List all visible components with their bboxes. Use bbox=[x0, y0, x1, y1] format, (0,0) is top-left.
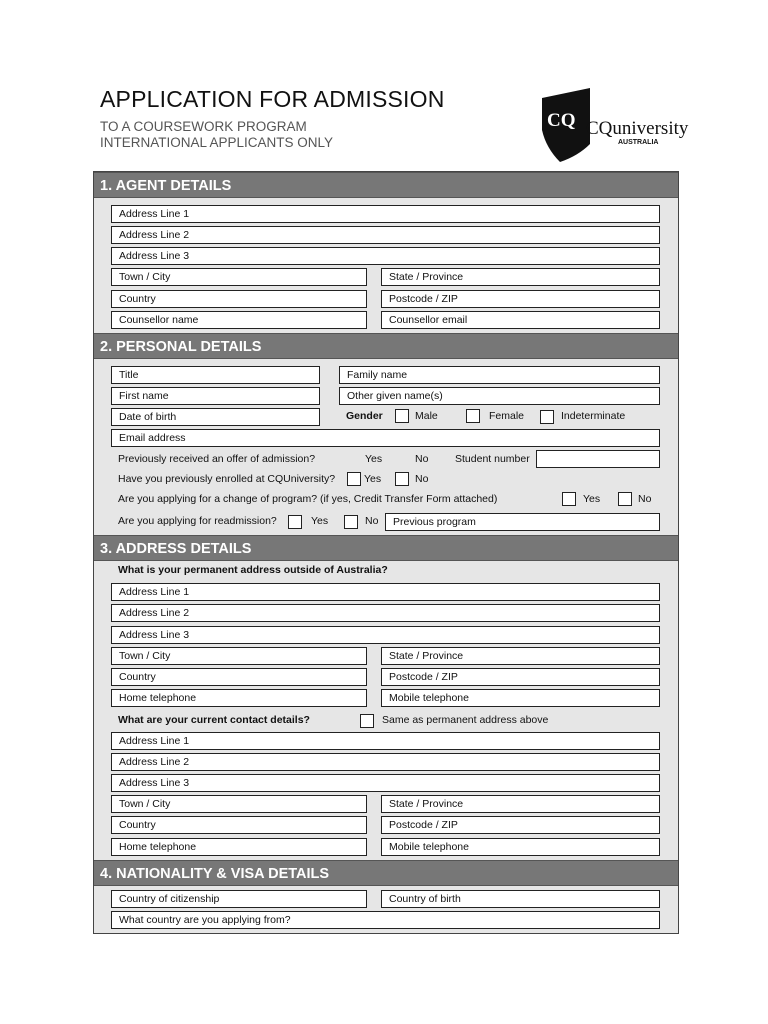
gender-indeterminate-label: Indeterminate bbox=[561, 410, 626, 422]
svg-text:AUSTRALIA: AUSTRALIA bbox=[618, 139, 659, 146]
country-of-birth-field[interactable]: Country of birth bbox=[381, 890, 660, 908]
form-subtitle-audience: INTERNATIONAL APPLICANTS ONLY bbox=[100, 135, 334, 150]
section-header-agent: 1. AGENT DETAILS bbox=[94, 172, 678, 198]
enrolled-no-label: No bbox=[415, 473, 429, 485]
title-field[interactable]: Title bbox=[111, 366, 320, 384]
permanent-address-question: What is your permanent address outside of Australia? bbox=[118, 564, 388, 576]
perm-postcode-field[interactable]: Postcode / ZIP bbox=[381, 668, 660, 686]
offer-question: Previously received an offer of admission? bbox=[118, 453, 316, 465]
counsellor-email-field[interactable]: Counsellor email bbox=[381, 311, 660, 329]
offer-no-option[interactable]: No bbox=[415, 453, 429, 465]
enrolled-yes-checkbox[interactable] bbox=[347, 472, 361, 486]
perm-state-field[interactable]: State / Province bbox=[381, 647, 660, 665]
agent-state-field[interactable]: State / Province bbox=[381, 268, 660, 286]
enrolled-yes-label: Yes bbox=[364, 473, 382, 485]
curr-mobile-telephone-field[interactable]: Mobile telephone bbox=[381, 838, 660, 856]
same-as-permanent-checkbox[interactable] bbox=[360, 714, 374, 728]
change-yes-label: Yes bbox=[583, 493, 601, 505]
section-header-address: 3. ADDRESS DETAILS bbox=[94, 535, 678, 561]
gender-indeterminate-checkbox[interactable] bbox=[540, 410, 554, 424]
svg-text:CQuniversity: CQuniversity bbox=[586, 118, 689, 139]
agent-town-field[interactable]: Town / City bbox=[111, 268, 367, 286]
curr-country-field[interactable]: Country bbox=[111, 816, 367, 834]
perm-country-field[interactable]: Country bbox=[111, 668, 367, 686]
curr-address-line-2-field[interactable]: Address Line 2 bbox=[111, 753, 660, 771]
form-subtitle: TO A COURSEWORK PROGRAM bbox=[100, 119, 307, 134]
previous-program-field[interactable]: Previous program bbox=[385, 513, 660, 531]
gender-male-label: Male bbox=[415, 410, 438, 422]
applying-from-field[interactable]: What country are you applying from? bbox=[111, 911, 660, 929]
university-logo bbox=[538, 86, 689, 166]
change-no-label: No bbox=[638, 493, 652, 505]
change-yes-checkbox[interactable] bbox=[562, 492, 576, 506]
readmission-yes-checkbox[interactable] bbox=[288, 515, 302, 529]
curr-town-field[interactable]: Town / City bbox=[111, 795, 367, 813]
form-title: APPLICATION FOR ADMISSION bbox=[100, 86, 445, 112]
section-header-nationality: 4. NATIONALITY & VISA DETAILS bbox=[94, 860, 678, 886]
agent-address-line-3-field[interactable]: Address Line 3 bbox=[111, 247, 660, 265]
student-number-label: Student number bbox=[455, 453, 530, 465]
counsellor-name-field[interactable]: Counsellor name bbox=[111, 311, 367, 329]
change-no-checkbox[interactable] bbox=[618, 492, 632, 506]
same-as-permanent-label: Same as permanent address above bbox=[382, 714, 549, 726]
gender-label: Gender bbox=[346, 410, 383, 422]
perm-address-line-2-field[interactable]: Address Line 2 bbox=[111, 604, 660, 622]
agent-address-line-1-field[interactable]: Address Line 1 bbox=[111, 205, 660, 223]
perm-home-telephone-field[interactable]: Home telephone bbox=[111, 689, 367, 707]
section-header-personal: 2. PERSONAL DETAILS bbox=[94, 333, 678, 359]
perm-mobile-telephone-field[interactable]: Mobile telephone bbox=[381, 689, 660, 707]
gender-male-checkbox[interactable] bbox=[395, 409, 409, 423]
current-contact-question: What are your current contact details? bbox=[118, 714, 310, 726]
shield-logo-icon bbox=[538, 86, 689, 166]
perm-address-line-3-field[interactable]: Address Line 3 bbox=[111, 626, 660, 644]
email-field[interactable]: Email address bbox=[111, 429, 660, 447]
agent-address-line-2-field[interactable]: Address Line 2 bbox=[111, 226, 660, 244]
other-names-field[interactable]: Other given name(s) bbox=[339, 387, 660, 405]
curr-address-line-1-field[interactable]: Address Line 1 bbox=[111, 732, 660, 750]
country-of-citizenship-field[interactable]: Country of citizenship bbox=[111, 890, 367, 908]
readmission-question: Are you applying for readmission? bbox=[118, 515, 277, 527]
readmission-yes-label: Yes bbox=[311, 515, 329, 527]
agent-country-field[interactable]: Country bbox=[111, 290, 367, 308]
curr-home-telephone-field[interactable]: Home telephone bbox=[111, 838, 367, 856]
first-name-field[interactable]: First name bbox=[111, 387, 320, 405]
enrolled-no-checkbox[interactable] bbox=[395, 472, 409, 486]
perm-town-field[interactable]: Town / City bbox=[111, 647, 367, 665]
curr-state-field[interactable]: State / Province bbox=[381, 795, 660, 813]
perm-address-line-1-field[interactable]: Address Line 1 bbox=[111, 583, 660, 601]
enrolled-question: Have you previously enrolled at CQUniversity? bbox=[118, 473, 336, 485]
svg-text:CQ: CQ bbox=[547, 110, 576, 131]
readmission-no-checkbox[interactable] bbox=[344, 515, 358, 529]
student-number-field[interactable] bbox=[536, 450, 660, 468]
offer-yes-option[interactable]: Yes bbox=[365, 453, 383, 465]
change-program-question: Are you applying for a change of program? (if yes, Credit Transfer Form attached) bbox=[118, 493, 498, 505]
agent-postcode-field[interactable]: Postcode / ZIP bbox=[381, 290, 660, 308]
readmission-no-label: No bbox=[365, 515, 379, 527]
curr-address-line-3-field[interactable]: Address Line 3 bbox=[111, 774, 660, 792]
gender-female-label: Female bbox=[489, 410, 525, 422]
gender-female-checkbox[interactable] bbox=[466, 409, 480, 423]
date-of-birth-field[interactable]: Date of birth bbox=[111, 408, 320, 426]
family-name-field[interactable]: Family name bbox=[339, 366, 660, 384]
curr-postcode-field[interactable]: Postcode / ZIP bbox=[381, 816, 660, 834]
